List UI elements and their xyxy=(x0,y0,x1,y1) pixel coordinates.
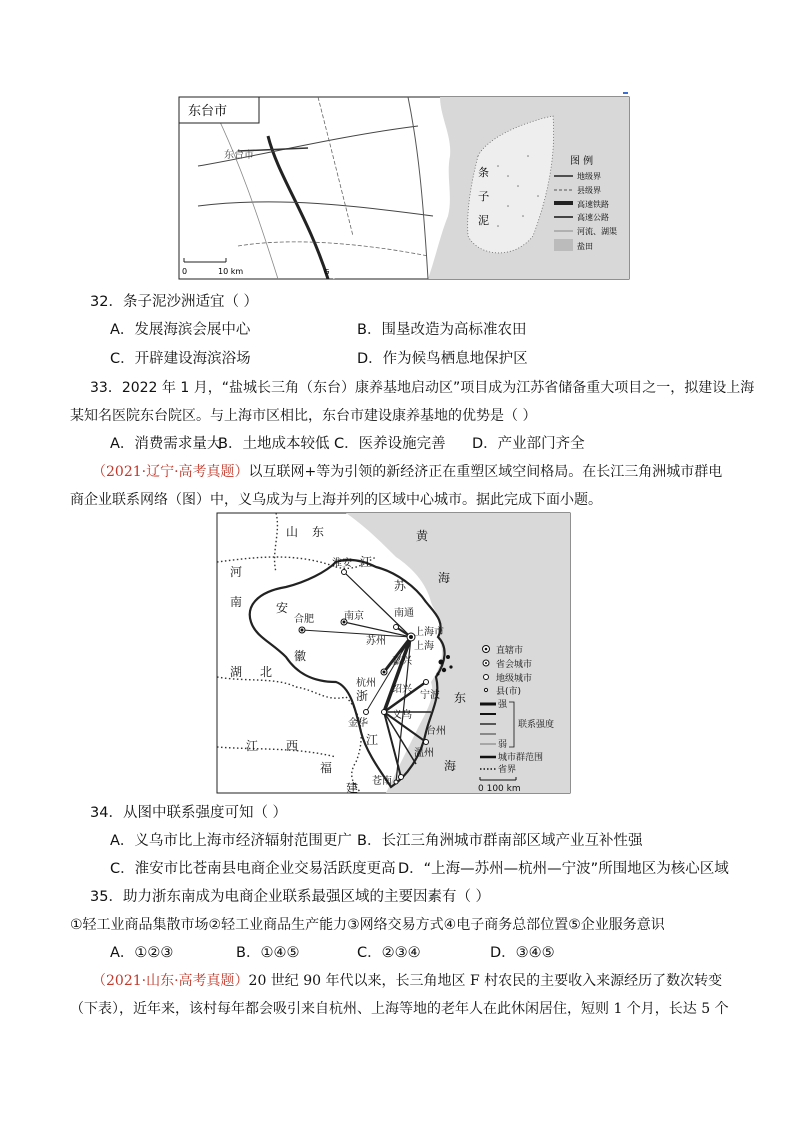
blue-mark xyxy=(623,92,628,94)
q35-option-b[interactable]: B．①④⑤ xyxy=(236,945,300,961)
svg-text:0 100 km: 0 100 km xyxy=(478,784,521,794)
svg-text:淮安: 淮安 xyxy=(332,558,352,569)
q32-option-a[interactable]: A．发展海滨会展中心 xyxy=(110,322,251,338)
svg-text:江: 江 xyxy=(360,555,373,569)
svg-text:温州: 温州 xyxy=(414,748,434,759)
q33-option-a[interactable]: A．消费需求量大 xyxy=(110,436,222,452)
q32-option-c[interactable]: C．开辟建设海滨浴场 xyxy=(110,351,251,367)
svg-text:台州: 台州 xyxy=(426,726,446,737)
q35-option-c[interactable]: C．②③④ xyxy=(357,945,421,961)
svg-text:10 km: 10 km xyxy=(218,267,244,276)
intro2-line1: （2021·山东·高考真题）20 世纪 90 年代以来，长三角地区 F 村农民的主要收入来源经历了数次转变 xyxy=(92,973,723,989)
q35-factors: ①轻工业商品集散市场②轻工业商品生产能力③网络交易方式④电子商务总部位置⑤企业服务意识 xyxy=(70,917,665,933)
svg-text:上海: 上海 xyxy=(414,641,434,652)
svg-text:海: 海 xyxy=(444,759,457,773)
q34-option-d[interactable]: D．“上海—苏州—杭州—宁波”所围地区为核心区域 xyxy=(398,861,729,877)
svg-text:县级界: 县级界 xyxy=(577,186,601,195)
q32-stem: 32．条子泥沙洲适宜（ ） xyxy=(90,294,259,310)
svg-text:弱: 弱 xyxy=(498,740,508,750)
svg-text:杭州: 杭州 xyxy=(356,678,376,689)
q33-option-d[interactable]: D．产业部门齐全 xyxy=(472,436,585,452)
svg-text:直辖市: 直辖市 xyxy=(496,646,524,656)
svg-text:东: 东 xyxy=(454,691,467,705)
svg-text:高速铁路: 高速铁路 xyxy=(577,200,609,209)
road-number: G xyxy=(324,268,330,276)
dongtai-map xyxy=(178,96,630,280)
svg-text:强: 强 xyxy=(498,700,508,710)
intro2-line2: （下表），近年来，该村每年都会吸引来自杭州、上海等地的老年人在此休闲居住，短则 1 个月，长达 5 个 xyxy=(70,1001,729,1017)
island-char-3: 泥 xyxy=(478,214,489,227)
svg-text:图 例: 图 例 xyxy=(570,156,594,167)
svg-text:县(市): 县(市) xyxy=(496,687,522,697)
q34-stem: 34．从图中联系强度可知（ ） xyxy=(90,805,288,821)
svg-text:河: 河 xyxy=(230,565,243,579)
intro1-source: （2021·辽宁·高考真题） xyxy=(92,464,249,480)
island-char-1: 条 xyxy=(478,166,489,179)
svg-text:省会城市: 省会城市 xyxy=(496,660,533,670)
intro1-line2: 商企业联系网络（图）中，义乌成为与上海并列的区域中心城市。据此完成下面小题。 xyxy=(70,492,602,508)
svg-text:上海市: 上海市 xyxy=(414,627,444,638)
svg-text:盐田: 盐田 xyxy=(577,242,593,251)
svg-text:山: 山 xyxy=(286,525,299,539)
svg-text:合肥: 合肥 xyxy=(294,614,314,625)
svg-text:河流、湖渠: 河流、湖渠 xyxy=(577,227,617,236)
svg-text:绍兴: 绍兴 xyxy=(392,684,412,695)
svg-text:苏: 苏 xyxy=(394,579,407,593)
svg-text:黄: 黄 xyxy=(416,529,429,543)
q34-option-a[interactable]: A．义乌市比上海市经济辐射范围更广 xyxy=(110,833,352,849)
svg-text:北: 北 xyxy=(260,665,273,679)
svg-text:金华: 金华 xyxy=(348,718,368,729)
svg-text:嘉兴: 嘉兴 xyxy=(392,656,412,667)
svg-text:浙: 浙 xyxy=(356,689,369,703)
svg-text:省界: 省界 xyxy=(498,765,517,775)
svg-text:苍南: 苍南 xyxy=(372,776,392,787)
svg-text:南通: 南通 xyxy=(394,608,414,619)
q35-option-a[interactable]: A．①②③ xyxy=(110,945,174,961)
svg-text:江: 江 xyxy=(366,733,379,747)
svg-text:义乌: 义乌 xyxy=(392,710,412,721)
q35-option-d[interactable]: D．③④⑤ xyxy=(490,945,555,961)
intro2-source: （2021·山东·高考真题） xyxy=(92,973,249,989)
svg-text:安: 安 xyxy=(276,601,289,615)
svg-text:徽: 徽 xyxy=(294,649,307,663)
island-char-2: 子 xyxy=(478,190,489,203)
q33-stem-line2: 某知名医院东台院区。与上海市区相比，东台市建设康养基地的优势是（ ） xyxy=(70,408,537,424)
svg-text:城市群范围: 城市群范围 xyxy=(498,753,544,763)
q34-option-b[interactable]: B．长江三角洲城市群南部区域产业互补性强 xyxy=(357,833,643,849)
svg-text:建: 建 xyxy=(346,781,359,794)
q32-option-d[interactable]: D．作为候鸟栖息地保护区 xyxy=(357,351,528,367)
svg-text:地级城市: 地级城市 xyxy=(496,674,533,684)
svg-text:东: 东 xyxy=(312,525,325,539)
svg-text:宁波: 宁波 xyxy=(420,690,440,701)
svg-text:湖: 湖 xyxy=(230,665,243,679)
svg-text:0: 0 xyxy=(182,267,188,276)
yangtze-delta-map xyxy=(216,512,571,794)
intro1-line1: （2021·辽宁·高考真题）以互联网+等为引领的新经济正在重塑区域空间格局。在长江三角洲城市群电 xyxy=(92,464,723,480)
q32-option-b[interactable]: B．围垦改造为高标准农田 xyxy=(357,322,527,338)
svg-text:地级界: 地级界 xyxy=(577,172,601,181)
svg-text:联系强度: 联系强度 xyxy=(518,720,555,730)
svg-text:海: 海 xyxy=(438,571,451,585)
svg-text:西: 西 xyxy=(286,739,299,753)
q33-option-b[interactable]: B．土地成本较低 xyxy=(218,436,330,452)
svg-text:江: 江 xyxy=(246,739,259,753)
svg-text:高速公路: 高速公路 xyxy=(577,213,609,222)
q33-option-c[interactable]: C．医养设施完善 xyxy=(334,436,446,452)
svg-text:南京: 南京 xyxy=(344,611,364,622)
svg-text:南: 南 xyxy=(230,595,243,609)
q35-stem: 35．助力浙东南成为电商企业联系最强区域的主要因素有（ ） xyxy=(90,889,491,905)
q33-stem-line1: 33．2022 年 1 月，“盐城长三角（东台）康养基地启动区”项目成为江苏省储备重大项目之一，拟建设上海 xyxy=(90,380,755,396)
svg-text:苏州: 苏州 xyxy=(366,636,386,647)
dongtai-city-label: 东台市 xyxy=(224,150,254,161)
q34-option-c[interactable]: C．淮安市比苍南县电商企业交易活跃度更高 xyxy=(110,861,396,877)
map1-title: 东台市 xyxy=(188,104,228,119)
svg-text:福: 福 xyxy=(320,761,333,775)
